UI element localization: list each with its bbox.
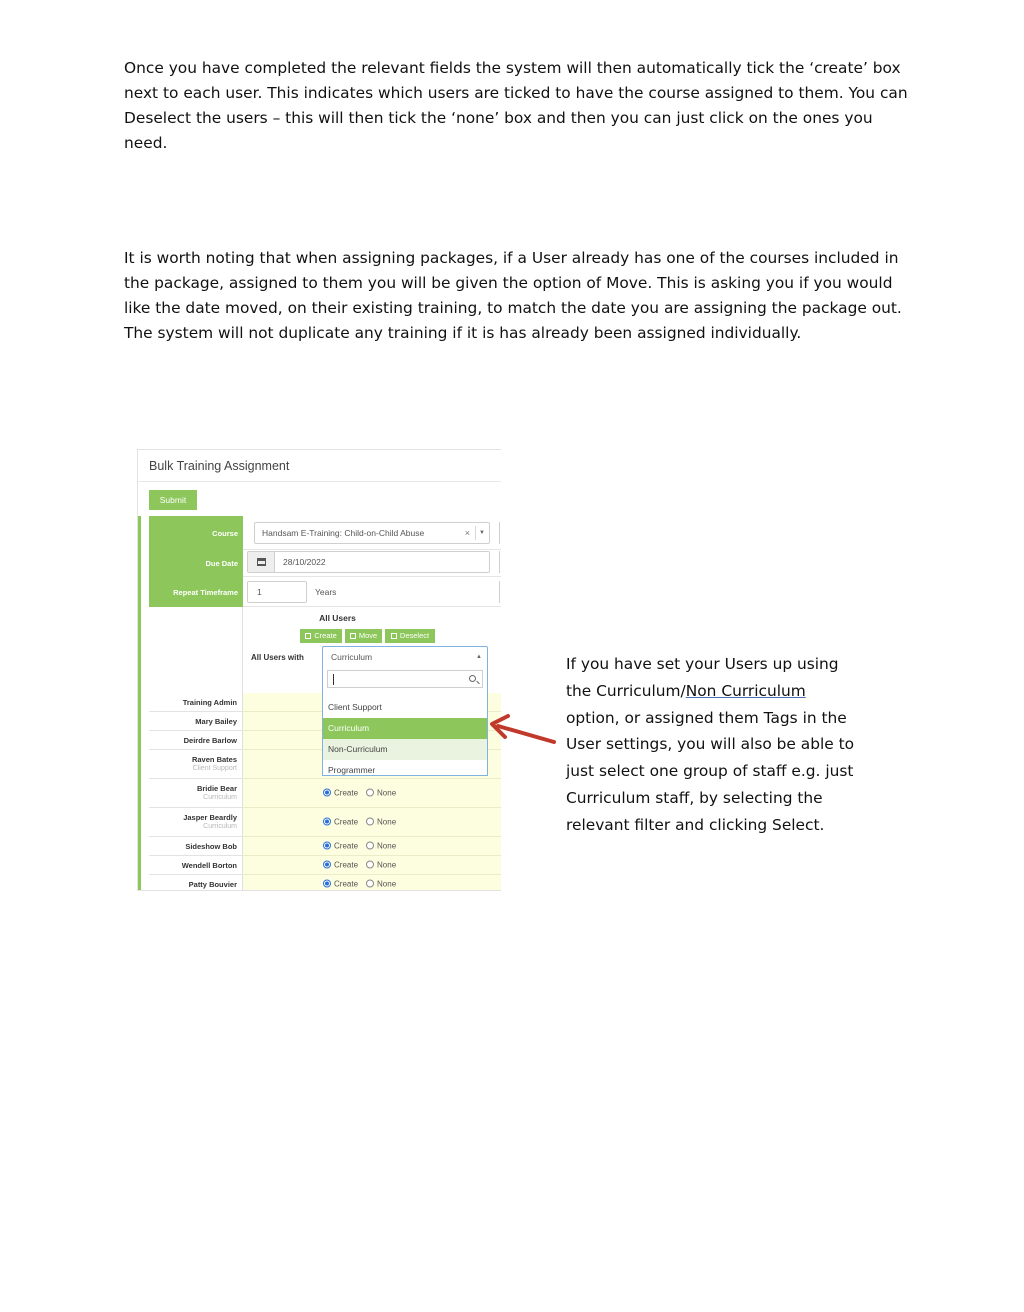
users-with-label: All Users with bbox=[251, 653, 304, 662]
panel-accent-stripe bbox=[138, 516, 141, 891]
create-radio-label[interactable]: Create bbox=[334, 841, 359, 851]
edit-icon bbox=[305, 633, 311, 639]
user-group: Curriculum bbox=[203, 794, 237, 801]
clear-icon[interactable]: × bbox=[464, 528, 470, 538]
dropdown-option-non-curriculum[interactable]: Non-Curriculum bbox=[323, 739, 487, 760]
cell-edge bbox=[499, 581, 500, 603]
due-date-cell bbox=[243, 550, 501, 577]
course-value: Handsam E-Training: Child-on-Child Abuse bbox=[262, 528, 425, 538]
filter-dropdown bbox=[322, 664, 488, 776]
user-assignment-cell bbox=[243, 837, 501, 856]
user-name-cell bbox=[149, 693, 243, 712]
submit-button[interactable]: Submit bbox=[149, 490, 197, 510]
due-date-input[interactable] bbox=[247, 551, 490, 573]
callout-fragment: the Curriculum/ bbox=[566, 681, 686, 700]
user-row bbox=[149, 837, 501, 856]
course-row bbox=[149, 516, 501, 550]
panel-title: Bulk Training Assignment bbox=[149, 459, 290, 473]
title-divider bbox=[138, 481, 501, 482]
user-name-cell bbox=[149, 731, 243, 750]
repeat-timeframe-row bbox=[149, 577, 501, 607]
none-radio[interactable] bbox=[366, 818, 374, 826]
all-users-heading: All Users bbox=[319, 613, 356, 623]
create-radio[interactable] bbox=[323, 861, 331, 869]
create-radio-label[interactable]: Create bbox=[334, 879, 359, 889]
user-row bbox=[149, 779, 501, 808]
callout-line: relevant filter and clicking Select. bbox=[566, 815, 825, 834]
repeat-timeframe-cell bbox=[243, 577, 501, 607]
dropdown-option-client-support[interactable]: Client Support bbox=[328, 702, 382, 712]
users-label-cell bbox=[149, 607, 243, 693]
deselect-all-button[interactable] bbox=[385, 629, 435, 643]
repeat-timeframe-input[interactable]: 1 bbox=[247, 581, 307, 603]
due-date-row bbox=[149, 550, 501, 577]
user-group: Curriculum bbox=[203, 823, 237, 830]
pointer-arrow-icon bbox=[486, 712, 558, 748]
chevron-up-icon[interactable]: ▲ bbox=[476, 654, 482, 660]
move-all-label: Move bbox=[358, 631, 378, 640]
callout-line: User settings, you will also be able to bbox=[566, 735, 855, 754]
callout-line: just select one group of staff e.g. just bbox=[566, 762, 854, 781]
create-radio-label[interactable]: Create bbox=[334, 788, 359, 798]
create-radio-label[interactable]: Create bbox=[334, 860, 359, 870]
assignment-radio-group bbox=[323, 818, 404, 827]
none-radio[interactable] bbox=[366, 861, 374, 869]
move-all-button[interactable] bbox=[345, 629, 382, 643]
cell-edge bbox=[499, 522, 500, 544]
due-date-label: Due Date bbox=[149, 550, 243, 577]
course-select[interactable] bbox=[254, 522, 490, 544]
user-name: Sideshow Bob bbox=[185, 841, 237, 851]
user-assignment-cell bbox=[243, 808, 501, 837]
user-name-cell bbox=[149, 837, 243, 856]
date-addon[interactable] bbox=[248, 552, 275, 572]
none-radio[interactable] bbox=[366, 842, 374, 850]
none-radio-label[interactable]: None bbox=[377, 788, 397, 798]
user-name: Wendell Borton bbox=[181, 860, 237, 870]
callout-line: If you have set your Users up using bbox=[566, 655, 839, 673]
create-radio-label[interactable]: Create bbox=[334, 817, 359, 827]
user-assignment-cell bbox=[243, 856, 501, 875]
chevron-down-icon[interactable]: ▼ bbox=[479, 530, 485, 536]
create-all-button[interactable] bbox=[300, 629, 342, 643]
assignment-radio-group bbox=[323, 880, 404, 889]
user-name: Mary Bailey bbox=[195, 716, 237, 726]
user-name: Jasper Beardly bbox=[183, 813, 237, 822]
filter-callout-text bbox=[566, 651, 876, 839]
text-cursor bbox=[333, 674, 334, 685]
create-all-label: Create bbox=[314, 631, 337, 640]
create-radio[interactable] bbox=[323, 818, 331, 826]
user-name-cell bbox=[149, 808, 243, 837]
course-label: Course bbox=[149, 516, 243, 550]
cell-edge bbox=[499, 551, 500, 573]
select-divider bbox=[475, 526, 476, 540]
search-icon bbox=[469, 675, 476, 682]
user-group: Client Support bbox=[192, 765, 237, 772]
user-row bbox=[149, 875, 501, 891]
user-name: Deirdre Barlow bbox=[183, 735, 237, 745]
user-name-cell bbox=[149, 875, 243, 891]
repeat-unit-label: Years bbox=[315, 587, 337, 597]
user-assignment-cell bbox=[243, 875, 501, 891]
repeat-timeframe-label: Repeat Timeframe bbox=[149, 577, 243, 607]
user-assignment-cell bbox=[243, 779, 501, 808]
none-radio-label[interactable]: None bbox=[377, 860, 397, 870]
callout-underlined: Non Curriculum bbox=[685, 681, 806, 700]
user-name: Bridie Bear bbox=[196, 784, 237, 793]
none-radio[interactable] bbox=[366, 880, 374, 888]
user-name-cell bbox=[149, 856, 243, 875]
user-row bbox=[149, 808, 501, 837]
assignment-radio-group bbox=[323, 789, 404, 798]
none-radio-label[interactable]: None bbox=[377, 817, 397, 827]
user-name-cell bbox=[149, 750, 243, 779]
callout-line bbox=[566, 678, 876, 705]
course-cell bbox=[243, 516, 501, 550]
create-radio[interactable] bbox=[323, 789, 331, 797]
user-name-cell bbox=[149, 712, 243, 731]
square-icon bbox=[391, 633, 397, 639]
user-name-cell bbox=[149, 779, 243, 808]
assignment-radio-group bbox=[323, 842, 404, 851]
edit-icon bbox=[350, 633, 356, 639]
create-radio[interactable] bbox=[323, 842, 331, 850]
bulk-training-screenshot bbox=[137, 449, 501, 891]
callout-line: option, or assigned them Tags in the bbox=[566, 708, 847, 727]
none-radio[interactable] bbox=[366, 789, 374, 797]
user-row bbox=[149, 856, 501, 875]
dropdown-option-programmer[interactable]: Programmer bbox=[328, 765, 376, 775]
dropdown-option-curriculum[interactable]: Curriculum bbox=[323, 718, 487, 739]
filter-value: Curriculum bbox=[331, 652, 373, 662]
user-name: Patty Bouvier bbox=[188, 879, 237, 889]
assignment-radio-group bbox=[323, 861, 404, 870]
none-radio-label[interactable]: None bbox=[377, 841, 397, 851]
due-date-value: 28/10/2022 bbox=[283, 557, 326, 567]
create-radio[interactable] bbox=[323, 880, 331, 888]
packages-note-paragraph: It is worth noting that when assigning packages, if a User already has one of the courses included in the package, assigned to them you will be given the option of Move. This is asking you if you would like the date moved, on their existing training, to match the date you are assigning the package out. The system will not duplicate any training if it is has already been assigned individually. bbox=[124, 249, 902, 342]
user-name: Raven Bates bbox=[191, 755, 237, 764]
calendar-icon bbox=[257, 558, 266, 566]
user-name: Training Admin bbox=[182, 697, 237, 707]
deselect-all-label: Deselect bbox=[399, 631, 430, 640]
dropdown-search-input[interactable] bbox=[327, 670, 483, 688]
callout-line: Curriculum staff, by selecting the bbox=[566, 788, 823, 807]
intro-paragraph: Once you have completed the relevant fields the system will then automatically tick the ‘create’ box next to each user. This indicates which users are ticked to have the course assigned to them. You can Deselect the users – this will then tick the ‘none’ box and then you can just click on the ones you need. bbox=[124, 59, 908, 152]
none-radio-label[interactable]: None bbox=[377, 879, 397, 889]
